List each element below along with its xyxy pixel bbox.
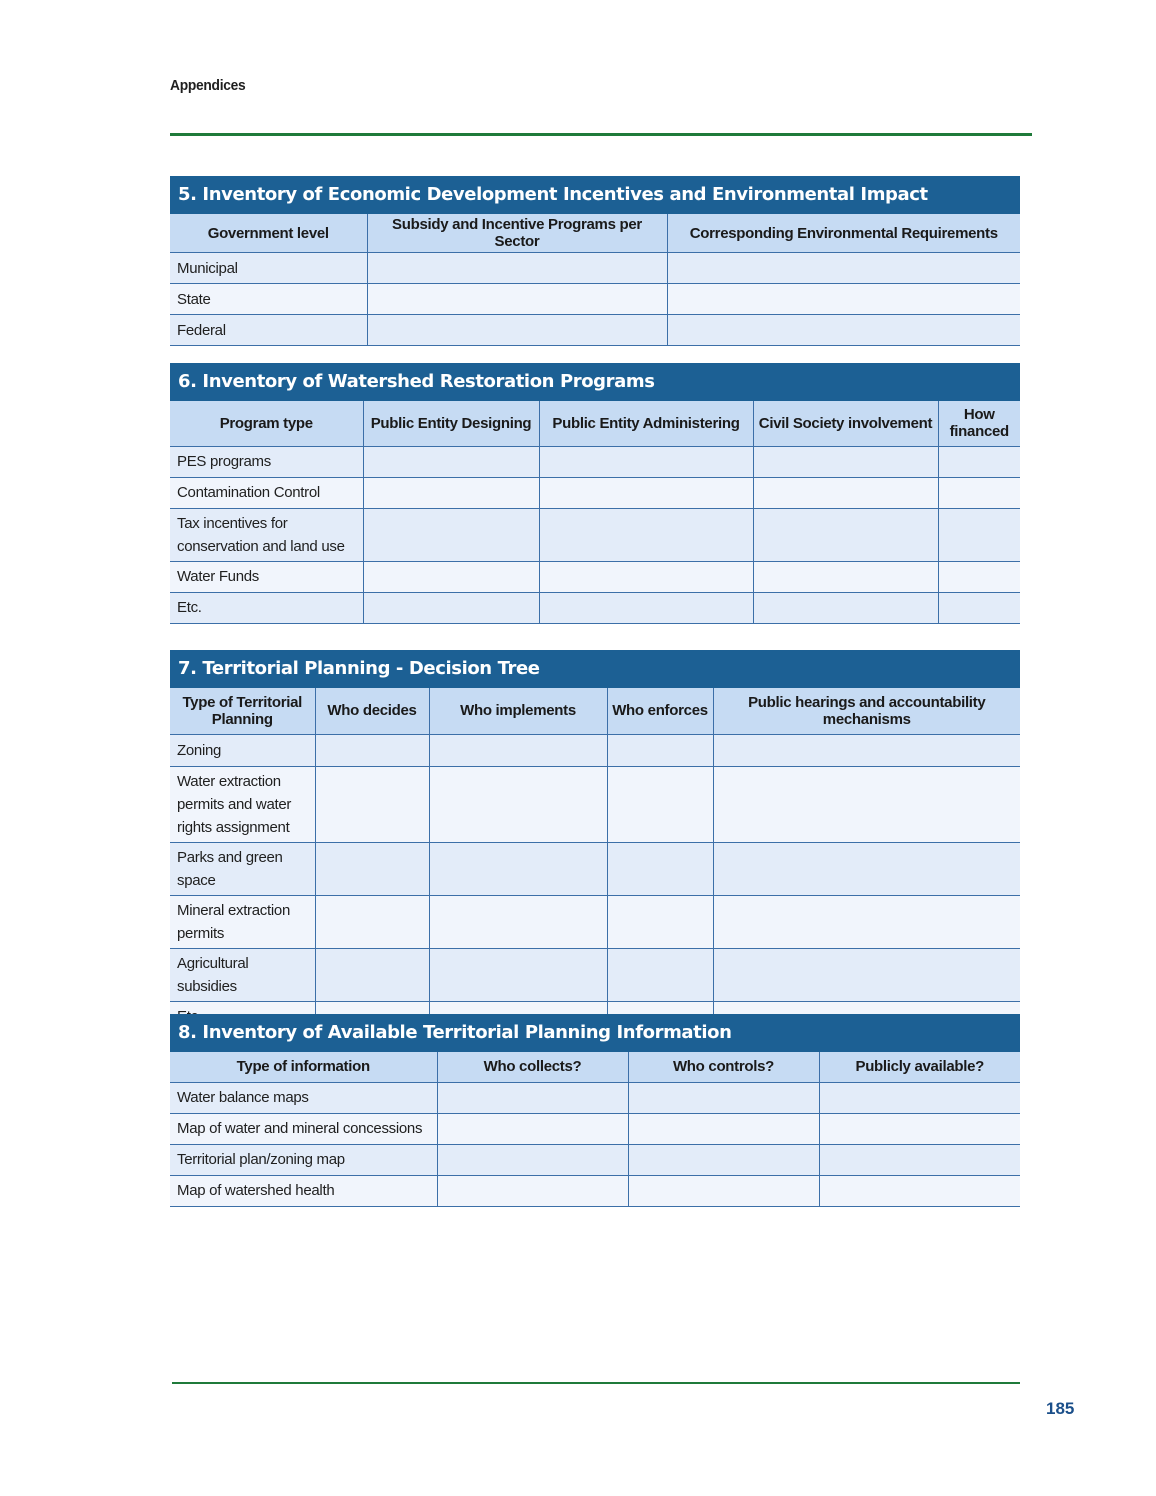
row-label: PES programs	[170, 446, 363, 477]
input-cell[interactable]	[363, 477, 539, 508]
table-row	[170, 895, 1020, 948]
input-cell[interactable]	[713, 948, 1020, 1001]
input-cell[interactable]	[607, 895, 713, 948]
row-label: Tax incentives for conservation and land use	[170, 508, 363, 561]
row-label: Federal	[170, 315, 367, 346]
column-header: Subsidy and Incentive Programs per Sector	[367, 214, 667, 253]
table-row	[170, 592, 1020, 623]
column-header: Who controls?	[628, 1052, 819, 1082]
input-cell[interactable]	[713, 842, 1020, 895]
table-row	[170, 1113, 1020, 1144]
input-cell[interactable]	[753, 561, 938, 592]
input-cell[interactable]	[938, 446, 1020, 477]
input-cell[interactable]	[819, 1113, 1020, 1144]
input-cell[interactable]	[429, 734, 607, 766]
column-header: Who enforces	[607, 688, 713, 734]
input-cell[interactable]	[819, 1082, 1020, 1113]
input-cell[interactable]	[607, 766, 713, 842]
input-cell[interactable]	[938, 561, 1020, 592]
section-6-watershed-programs	[170, 363, 1020, 624]
column-header: Government level	[170, 214, 367, 253]
row-label: State	[170, 284, 367, 315]
row-label: Contamination Control	[170, 477, 363, 508]
input-cell[interactable]	[429, 766, 607, 842]
table-row	[170, 1175, 1020, 1206]
table-header-row	[170, 688, 1020, 734]
input-cell[interactable]	[315, 766, 429, 842]
row-label: Agricultural subsidies	[170, 948, 315, 1001]
input-cell[interactable]	[437, 1113, 628, 1144]
input-cell[interactable]	[437, 1175, 628, 1206]
input-cell[interactable]	[437, 1082, 628, 1113]
input-cell[interactable]	[539, 592, 753, 623]
row-label: Map of watershed health	[170, 1175, 437, 1206]
column-header: Type of Territorial Planning	[170, 688, 315, 734]
row-label: Territorial plan/zoning map	[170, 1144, 437, 1175]
row-label: Etc.	[170, 592, 363, 623]
table-row	[170, 561, 1020, 592]
input-cell[interactable]	[367, 253, 667, 284]
input-cell[interactable]	[539, 446, 753, 477]
table-row	[170, 508, 1020, 561]
input-cell[interactable]	[363, 446, 539, 477]
input-cell[interactable]	[753, 446, 938, 477]
column-header: Type of information	[170, 1052, 437, 1082]
input-cell[interactable]	[628, 1113, 819, 1144]
input-cell[interactable]	[667, 315, 1020, 346]
input-cell[interactable]	[753, 508, 938, 561]
input-cell[interactable]	[429, 895, 607, 948]
input-cell[interactable]	[819, 1144, 1020, 1175]
input-cell[interactable]	[938, 508, 1020, 561]
table-row	[170, 734, 1020, 766]
input-cell[interactable]	[367, 284, 667, 315]
input-cell[interactable]	[667, 253, 1020, 284]
table-row	[170, 766, 1020, 842]
column-header: Publicly available?	[819, 1052, 1020, 1082]
input-cell[interactable]	[607, 948, 713, 1001]
row-label: Water Funds	[170, 561, 363, 592]
section-8-planning-information	[170, 1014, 1020, 1207]
input-cell[interactable]	[315, 895, 429, 948]
row-label: Zoning	[170, 734, 315, 766]
input-cell[interactable]	[539, 508, 753, 561]
input-cell[interactable]	[367, 315, 667, 346]
column-header: Program type	[170, 401, 363, 446]
input-cell[interactable]	[429, 948, 607, 1001]
input-cell[interactable]	[315, 734, 429, 766]
input-cell[interactable]	[667, 284, 1020, 315]
input-cell[interactable]	[753, 477, 938, 508]
input-cell[interactable]	[713, 734, 1020, 766]
input-cell[interactable]	[429, 842, 607, 895]
row-label: Water balance maps	[170, 1082, 437, 1113]
column-header: Public hearings and accountability mechanisms	[713, 688, 1020, 734]
row-label: Mineral extraction permits	[170, 895, 315, 948]
table-watershed-programs	[170, 401, 1020, 624]
input-cell[interactable]	[753, 592, 938, 623]
row-label: Parks and green space	[170, 842, 315, 895]
table-row	[170, 1082, 1020, 1113]
table-planning-information	[170, 1052, 1020, 1207]
column-header: Corresponding Environmental Requirements	[667, 214, 1020, 253]
table-row	[170, 842, 1020, 895]
row-label: Water extraction permits and water rights assignment	[170, 766, 315, 842]
input-cell[interactable]	[363, 592, 539, 623]
table-row	[170, 253, 1020, 284]
column-header: Public Entity Administering	[539, 401, 753, 446]
section-title: 7. Territorial Planning - Decision Tree	[170, 650, 1020, 688]
column-header: How financed	[938, 401, 1020, 446]
page-number: 185	[1046, 1399, 1075, 1418]
table-row	[170, 284, 1020, 315]
input-cell[interactable]	[938, 592, 1020, 623]
row-label: Municipal	[170, 253, 367, 284]
input-cell[interactable]	[363, 561, 539, 592]
input-cell[interactable]	[713, 895, 1020, 948]
table-header-row	[170, 1052, 1020, 1082]
input-cell[interactable]	[437, 1144, 628, 1175]
row-label: Map of water and mineral concessions	[170, 1113, 437, 1144]
section-title: 5. Inventory of Economic Development Incentives and Environmental Impact	[170, 176, 1020, 214]
table-row	[170, 1144, 1020, 1175]
section-title: 6. Inventory of Watershed Restoration Programs	[170, 363, 1020, 401]
column-header: Who collects?	[437, 1052, 628, 1082]
column-header: Who implements	[429, 688, 607, 734]
column-header: Public Entity Designing	[363, 401, 539, 446]
input-cell[interactable]	[713, 766, 1020, 842]
input-cell[interactable]	[539, 477, 753, 508]
table-row	[170, 315, 1020, 346]
section-title: 8. Inventory of Available Territorial Planning Information	[170, 1014, 1020, 1052]
input-cell[interactable]	[628, 1175, 819, 1206]
input-cell[interactable]	[607, 842, 713, 895]
table-economic-incentives	[170, 214, 1020, 346]
top-divider	[170, 133, 1032, 136]
input-cell[interactable]	[315, 842, 429, 895]
running-head: Appendices	[170, 77, 246, 94]
input-cell[interactable]	[363, 508, 539, 561]
column-header: Who decides	[315, 688, 429, 734]
input-cell[interactable]	[628, 1144, 819, 1175]
section-5-economic-incentives	[170, 176, 1020, 346]
input-cell[interactable]	[938, 477, 1020, 508]
column-header: Civil Society involvement	[753, 401, 938, 446]
table-row	[170, 446, 1020, 477]
bottom-divider	[172, 1382, 1020, 1384]
input-cell[interactable]	[607, 734, 713, 766]
table-header-row	[170, 214, 1020, 253]
table-header-row	[170, 401, 1020, 446]
section-7-decision-tree	[170, 650, 1020, 1033]
input-cell[interactable]	[539, 561, 753, 592]
table-decision-tree	[170, 688, 1020, 1033]
table-row	[170, 948, 1020, 1001]
input-cell[interactable]	[315, 948, 429, 1001]
input-cell[interactable]	[819, 1175, 1020, 1206]
input-cell[interactable]	[628, 1082, 819, 1113]
table-row	[170, 477, 1020, 508]
